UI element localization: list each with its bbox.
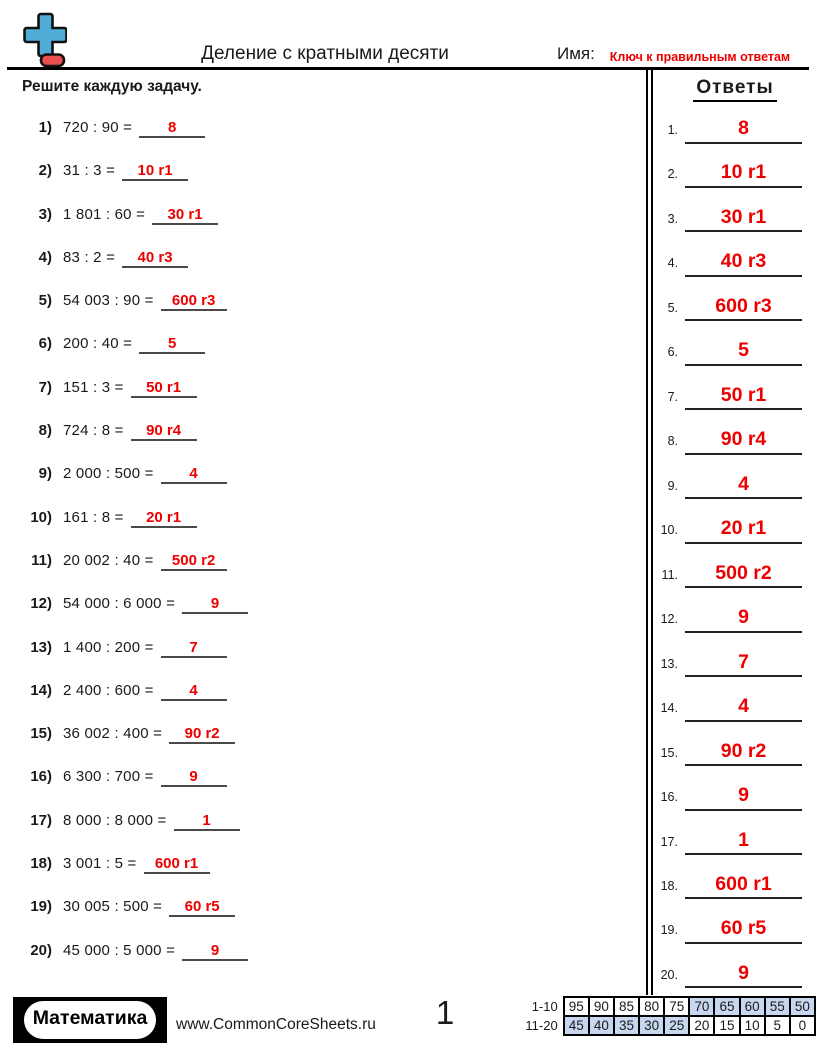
problem-answer-blank: 50 r1 <box>131 380 197 398</box>
answer-item <box>654 809 816 853</box>
problem-number: 7) <box>38 378 52 396</box>
problem-number: 9) <box>38 465 52 483</box>
problem-number: 20) <box>30 941 52 959</box>
grade-cell: 30 <box>639 1016 664 1035</box>
problem-expression: 2 000 : 500 = <box>63 465 154 483</box>
grade-cell: 90 <box>589 997 614 1016</box>
answer-item <box>654 408 816 452</box>
answer-item-value: 90 r4 <box>685 430 802 455</box>
answer-item-value: 8 <box>685 119 802 144</box>
answer-item-number: 16. <box>660 790 678 805</box>
problem-row <box>22 532 632 575</box>
problem-number: 14) <box>30 681 52 699</box>
answer-item-number: 19. <box>660 923 678 938</box>
grade-cell: 75 <box>664 997 689 1016</box>
problem-number: 17) <box>30 811 52 829</box>
problem-row <box>22 748 632 791</box>
answer-item <box>654 764 816 808</box>
problem-number: 3) <box>38 205 52 223</box>
grade-cell: 35 <box>614 1016 639 1035</box>
answer-item-value: 600 r3 <box>685 297 802 322</box>
grade-cell: 10 <box>740 1016 765 1035</box>
answer-item-value: 10 r1 <box>685 163 802 188</box>
answer-item-number: 10. <box>660 523 678 538</box>
grade-cell: 55 <box>765 997 790 1016</box>
problem-answer-blank: 9 <box>161 769 227 787</box>
problem-answer-blank: 9 <box>182 596 248 614</box>
grade-row-label: 1-10 <box>531 999 558 1014</box>
problem-expression: 1 400 : 200 = <box>63 638 154 656</box>
answer-item-number: 12. <box>660 612 678 627</box>
answer-item-number: 2. <box>667 167 678 182</box>
problem-answer-blank: 4 <box>161 466 227 484</box>
answer-item-value: 90 r2 <box>685 742 802 767</box>
grade-cell: 45 <box>564 1016 589 1035</box>
grade-cell: 50 <box>790 997 815 1016</box>
answer-item-value: 600 r1 <box>685 875 802 900</box>
problem-answer-blank: 500 r2 <box>161 553 227 571</box>
problem-row <box>22 229 632 272</box>
grade-row <box>523 997 815 1016</box>
problem-expression: 83 : 2 = <box>63 248 116 266</box>
grade-cell: 85 <box>614 997 639 1016</box>
grade-cell: 25 <box>664 1016 689 1035</box>
problem-answer-blank: 40 r3 <box>122 250 188 268</box>
problem-row <box>22 835 632 878</box>
answer-item-value: 60 r5 <box>685 919 802 944</box>
grade-cell: 15 <box>714 1016 739 1035</box>
instructions-text: Решите каждую задачу. <box>22 78 202 95</box>
problem-expression: 8 000 : 8 000 = <box>63 811 167 829</box>
answer-item-value: 40 r3 <box>685 252 802 277</box>
answers-title <box>654 77 816 99</box>
problem-number: 12) <box>30 595 52 613</box>
grade-cell: 0 <box>790 1016 815 1035</box>
grading-table <box>523 996 816 1036</box>
answer-item-number: 7. <box>667 389 678 404</box>
answer-item <box>654 319 816 363</box>
problem-row <box>22 619 632 662</box>
answer-item-value: 9 <box>685 786 802 811</box>
answer-item-number: 5. <box>667 300 678 315</box>
answer-item-value: 20 r1 <box>685 519 802 544</box>
grade-cell: 80 <box>639 997 664 1016</box>
grade-cell: 70 <box>689 997 714 1016</box>
problem-number: 11) <box>31 551 52 569</box>
grade-cell: 40 <box>589 1016 614 1035</box>
problem-expression: 724 : 8 = <box>63 422 124 440</box>
problem-row <box>22 489 632 532</box>
problem-row <box>22 878 632 921</box>
answer-item-number: 11. <box>661 567 678 582</box>
problem-answer-blank: 90 r4 <box>131 423 197 441</box>
problem-expression: 30 005 : 500 = <box>63 898 163 916</box>
answer-item-number: 9. <box>667 478 678 493</box>
problem-row <box>22 99 632 142</box>
answer-item <box>654 942 816 986</box>
problem-expression: 1 801 : 60 = <box>63 205 146 223</box>
problem-answer-blank: 90 r2 <box>169 726 235 744</box>
grade-cell: 60 <box>740 997 765 1016</box>
answer-key-label: Ключ к правильным ответам <box>609 50 791 64</box>
problem-number: 16) <box>30 768 52 786</box>
answer-item-number: 13. <box>660 656 678 671</box>
grade-cell: 20 <box>689 1016 714 1035</box>
problem-expression: 54 000 : 6 000 = <box>63 595 176 613</box>
subject-badge-label: Математика <box>24 1001 157 1039</box>
answer-item <box>654 586 816 630</box>
answer-item <box>654 631 816 675</box>
problem-number: 19) <box>30 898 52 916</box>
problem-number: 18) <box>30 855 52 873</box>
answer-list <box>654 97 816 986</box>
problem-answer-blank: 5 <box>139 336 205 354</box>
answer-item-value: 30 r1 <box>685 208 802 233</box>
answers-panel <box>654 0 816 1056</box>
answer-item <box>654 364 816 408</box>
website-text: www.CommonCoreSheets.ru <box>176 1016 376 1033</box>
problem-row <box>22 359 632 402</box>
answer-item-value: 1 <box>685 831 802 856</box>
problem-expression: 45 000 : 5 000 = <box>63 941 176 959</box>
problem-expression: 6 300 : 700 = <box>63 768 154 786</box>
answer-item-value: 9 <box>685 964 802 989</box>
problem-expression: 200 : 40 = <box>63 335 133 353</box>
problem-answer-blank: 7 <box>161 640 227 658</box>
problem-number: 15) <box>30 725 52 743</box>
problem-expression: 161 : 8 = <box>63 508 124 526</box>
problem-answer-blank: 30 r1 <box>152 207 218 225</box>
problem-number: 10) <box>30 508 52 526</box>
problem-answer-blank: 9 <box>182 943 248 961</box>
name-label: Имя: <box>557 44 595 63</box>
problem-expression: 20 002 : 40 = <box>63 551 154 569</box>
answer-item <box>654 186 816 230</box>
problem-number: 6) <box>38 335 52 353</box>
problem-number: 13) <box>30 638 52 656</box>
answer-item-value: 500 r2 <box>685 564 802 589</box>
problem-expression: 31 : 3 = <box>63 162 116 180</box>
problem-expression: 151 : 3 = <box>63 378 124 396</box>
subject-badge <box>13 997 167 1043</box>
plus-minus-logo-icon <box>23 11 67 69</box>
grade-cell: 65 <box>714 997 739 1016</box>
problem-row <box>22 272 632 315</box>
problem-number: 5) <box>38 292 52 310</box>
problem-answer-blank: 1 <box>174 813 240 831</box>
problem-row <box>22 315 632 358</box>
problem-number: 8) <box>38 422 52 440</box>
page-number: 1 <box>435 994 455 1031</box>
answer-item <box>654 497 816 541</box>
answer-item <box>654 453 816 497</box>
problem-answer-blank: 60 r5 <box>169 899 235 917</box>
problem-answer-blank: 8 <box>139 120 205 138</box>
problem-row <box>22 792 632 835</box>
answer-item-number: 8. <box>667 434 678 449</box>
answer-item <box>654 230 816 274</box>
answer-item <box>654 275 816 319</box>
answer-item-value: 50 r1 <box>685 386 802 411</box>
problems-list <box>22 99 632 965</box>
answer-item <box>654 542 816 586</box>
column-divider <box>646 70 653 995</box>
answer-item-number: 4. <box>667 256 678 271</box>
problem-expression: 36 002 : 400 = <box>63 725 163 743</box>
problem-row <box>22 142 632 185</box>
answer-item-number: 3. <box>667 211 678 226</box>
problem-answer-blank: 600 r3 <box>161 293 227 311</box>
problem-answer-blank: 10 r1 <box>122 163 188 181</box>
answer-item-number: 20. <box>660 967 678 982</box>
problem-row <box>22 662 632 705</box>
problem-row <box>22 402 632 445</box>
answer-item <box>654 853 816 897</box>
answer-item-number: 17. <box>660 834 678 849</box>
answer-item-value: 4 <box>685 475 802 500</box>
answer-item <box>654 720 816 764</box>
answer-item-number: 15. <box>660 745 678 760</box>
problem-expression: 54 003 : 90 = <box>63 292 154 310</box>
answer-item-value: 7 <box>685 653 802 678</box>
answer-item-number: 14. <box>660 701 678 716</box>
problem-expression: 3 001 : 5 = <box>63 855 137 873</box>
problem-number: 1) <box>38 119 52 136</box>
answer-item <box>654 141 816 185</box>
grade-row <box>523 1016 815 1035</box>
problem-expression: 720 : 90 = <box>63 119 133 136</box>
answer-item <box>654 675 816 719</box>
answer-item <box>654 97 816 141</box>
answer-item-number: 1. <box>667 123 678 137</box>
grade-cell: 5 <box>765 1016 790 1035</box>
answer-item-value: 5 <box>685 341 802 366</box>
grade-row-label: 11-20 <box>525 1018 558 1033</box>
problem-answer-blank: 20 r1 <box>131 510 197 528</box>
problem-expression: 2 400 : 600 = <box>63 681 154 699</box>
problem-row <box>22 922 632 965</box>
problem-row <box>22 575 632 618</box>
answer-item-value: 9 <box>685 608 802 633</box>
answer-item-number: 6. <box>667 345 678 360</box>
problem-row <box>22 186 632 229</box>
answer-item-number: 18. <box>660 878 678 893</box>
problem-number: 2) <box>38 162 52 180</box>
problem-row <box>22 705 632 748</box>
problem-number: 4) <box>38 248 52 266</box>
answers-title-text: Ответы <box>693 77 776 102</box>
grade-cell: 95 <box>564 997 589 1016</box>
answer-item <box>654 897 816 941</box>
problem-answer-blank: 4 <box>161 683 227 701</box>
worksheet-title: Деление с кратными десяти <box>201 43 449 64</box>
answer-item-value: 4 <box>685 697 802 722</box>
problem-answer-blank: 600 r1 <box>144 856 210 874</box>
problem-row <box>22 445 632 488</box>
